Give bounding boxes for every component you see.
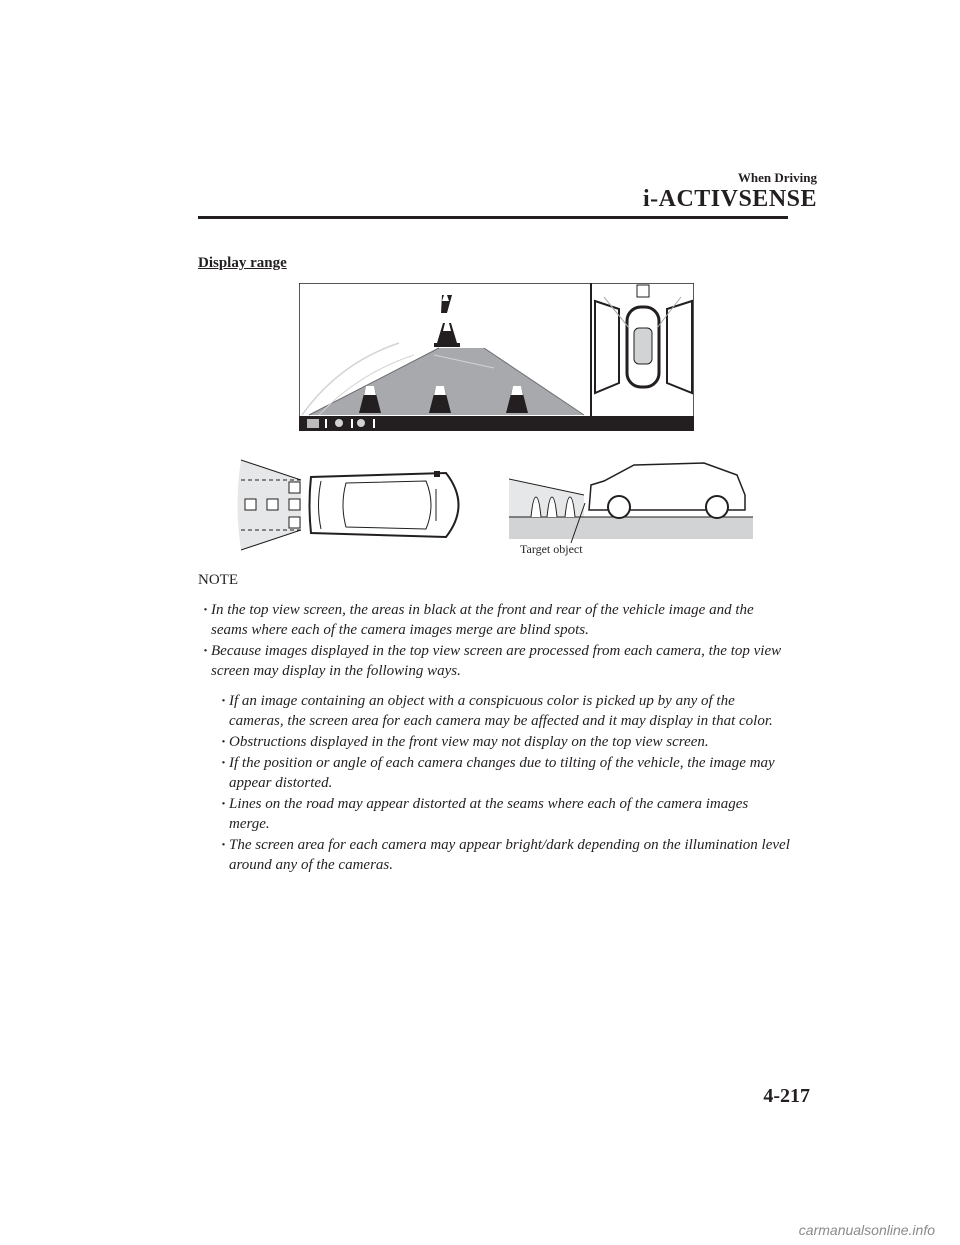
display-range-heading: Display range bbox=[198, 255, 287, 271]
note-item: · Because images displayed in the top view screen are processed from each camera, the top view screen may display in the following ways. bbox=[198, 641, 792, 681]
note-label: NOTE bbox=[198, 572, 238, 588]
header-rule bbox=[198, 216, 788, 219]
note-subitem: · If an image containing an object with a conspicuous color is picked up by any of the cameras, the screen area for each camera may be affected and it may display in that color. bbox=[216, 691, 792, 731]
plan-view-illustration bbox=[236, 455, 471, 555]
section-title: i-ACTIVSENSE bbox=[642, 186, 817, 212]
page-number: 4-217 bbox=[763, 1085, 810, 1107]
target-object-callout: Target object bbox=[520, 542, 583, 556]
note-subitem: · Lines on the road may appear distorted at the seams where each of the camera images merge. bbox=[216, 794, 792, 834]
note-item: · In the top view screen, the areas in black at the front and rear of the vehicle image and the seams where each of the camera images merge are blind spots. bbox=[198, 600, 792, 640]
camera-screen-illustration bbox=[299, 283, 694, 431]
footer-watermark: carmanualsonline.info bbox=[798, 1222, 935, 1238]
note-subitem: · The screen area for each camera may appear bright/dark depending on the illumination level around any of the cameras. bbox=[216, 835, 792, 875]
note-subitem: · Obstructions displayed in the front view may not display on the top view screen. bbox=[216, 732, 792, 752]
note-subitem: · If the position or angle of each camera changes due to tilting of the vehicle, the image may appear distorted. bbox=[216, 753, 792, 793]
note-list bbox=[198, 600, 792, 876]
section-label: When Driving bbox=[737, 170, 817, 185]
